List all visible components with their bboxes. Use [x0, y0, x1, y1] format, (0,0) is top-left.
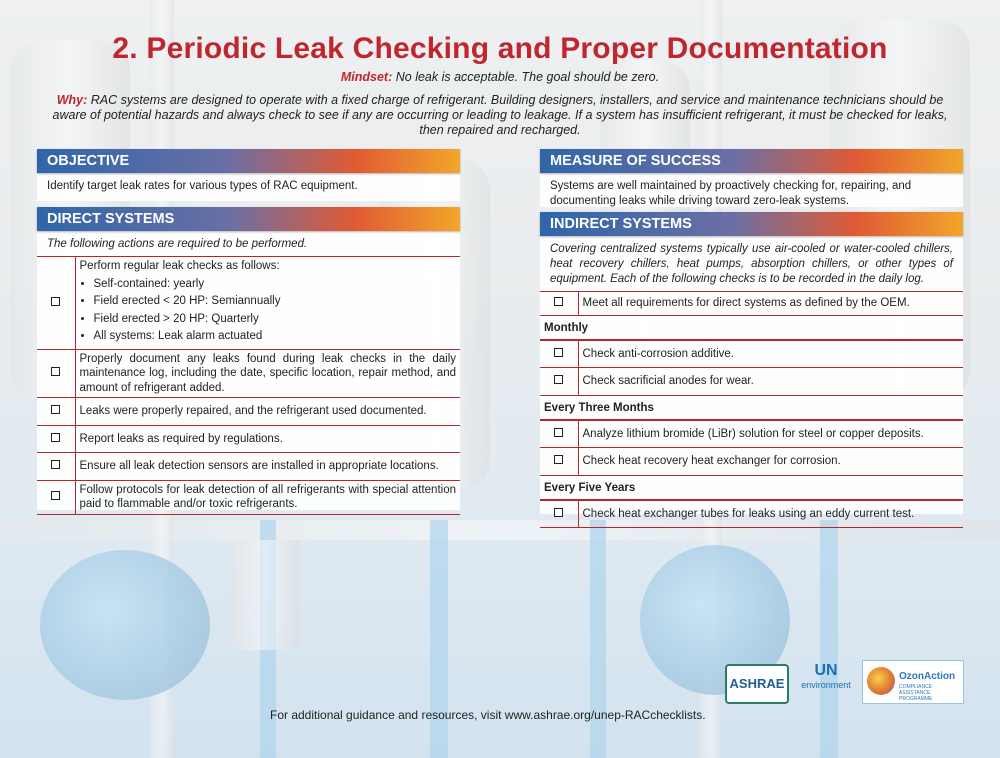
checkbox[interactable] — [554, 508, 563, 517]
checklist-row — [540, 368, 963, 396]
list-item: • Field erected > 20 HP: Quarterly — [94, 312, 457, 327]
checklist-row — [540, 420, 963, 448]
un-logo-subtext: environment — [801, 680, 851, 690]
checklist-text: Properly document any leaks found during leak checks in the daily maintenance log, including the date, specific location, repair method, and amount of refrigerant added. — [75, 349, 460, 398]
checklist-row — [540, 292, 963, 316]
checklist-text: Check anti-corrosion additive. — [578, 340, 963, 368]
checklist-row — [37, 453, 460, 481]
checkbox[interactable] — [51, 491, 60, 500]
checklist-text: Meet all requirements for direct systems as defined by the OEM. — [578, 292, 963, 316]
direct-intro: The following actions are required to be performed. — [47, 238, 308, 250]
checklist-row — [37, 480, 460, 514]
checkbox[interactable] — [554, 428, 563, 437]
checkbox[interactable] — [51, 367, 60, 376]
checklist-text: Analyze lithium bromide (LiBr) solution for steel or copper deposits. — [578, 420, 963, 448]
footer-text: For additional guidance and resources, visit www.ashrae.org/unep-RACchecklists. — [270, 708, 706, 722]
checkbox[interactable] — [51, 460, 60, 469]
checklist-text: Report leaks as required by regulations. — [75, 425, 460, 453]
section-heading-five-years: Every Five Years — [540, 476, 963, 500]
globe-icon — [867, 667, 895, 695]
ozonaction-logo-text: OzonAction — [899, 671, 956, 682]
checklist-text: Ensure all leak detection sensors are installed in appropriate locations. — [75, 453, 460, 481]
why-label: Why: — [56, 93, 88, 107]
list-item: • Field erected < 20 HP: Semiannually — [94, 294, 457, 309]
checkbox[interactable] — [51, 433, 60, 442]
checkbox[interactable] — [554, 297, 563, 306]
checklist-text: Check heat recovery heat exchanger for corrosion. — [578, 448, 963, 476]
section-heading-monthly: Monthly — [540, 316, 963, 340]
checklist-row — [37, 425, 460, 453]
ozonaction-logo-subtext: COMPLIANCE ASSISTANCE PROGRAMME — [899, 684, 933, 702]
checkbox[interactable] — [51, 297, 60, 306]
section-heading-three-months: Every Three Months — [540, 396, 963, 420]
list-item: • Self-contained: yearly — [94, 277, 457, 292]
indirect-checklist-top — [540, 291, 963, 316]
checklist-text: Check heat exchanger tubes for leaks using an eddy current test. — [578, 500, 963, 528]
measure-panel — [540, 149, 963, 207]
measure-heading: MEASURE OF SUCCESS — [540, 149, 963, 173]
ozonaction-logo — [862, 660, 964, 704]
checkbox[interactable] — [51, 405, 60, 414]
why-text: RAC systems are designed to operate with a fixed charge of refrigerant. Building designers, installers, and service and maintenance technicians should be aware of potential hazards and always check to see if any are occurring or leading to leakage. If a system has insufficient refrigerant, it must be checked for leaks, then repaired and recharged. — [52, 93, 948, 137]
objective-text: Identify target leak rates for various types of RAC equipment. — [47, 180, 358, 192]
checklist-row — [37, 349, 460, 398]
direct-systems-panel — [37, 207, 460, 510]
checklist-row — [540, 340, 963, 368]
checklist-row — [540, 448, 963, 476]
checkbox[interactable] — [554, 455, 563, 464]
indirect-heading: INDIRECT SYSTEMS — [540, 212, 963, 236]
checklist-text: Leaks were properly repaired, and the refrigerant used documented. — [75, 398, 460, 426]
un-environment-logo — [800, 662, 852, 706]
checklist-text: Follow protocols for leak detection of all refrigerants with special attention paid to flammable and/or toxic refrigerants. — [75, 480, 460, 514]
objective-panel — [37, 149, 460, 201]
indirect-systems-panel — [540, 212, 963, 520]
leak-check-frequency-list — [94, 277, 457, 344]
indirect-checklist-monthly — [540, 340, 963, 396]
checklist-text: Perform regular leak checks as follows: — [79, 260, 280, 272]
checklist-row — [540, 500, 963, 528]
checklist-row — [37, 257, 460, 350]
mindset-line — [0, 70, 1000, 84]
checklist-text: Check sacrificial anodes for wear. — [578, 368, 963, 396]
checklist-row — [37, 398, 460, 426]
checkbox[interactable] — [554, 348, 563, 357]
checkbox[interactable] — [554, 375, 563, 384]
direct-checklist — [37, 256, 460, 515]
objective-heading: OBJECTIVE — [37, 149, 460, 173]
measure-text: Systems are well maintained by proactively checking for, repairing, and documenting leaks while driving toward zero-leak systems. — [550, 180, 912, 207]
list-item: • All systems: Leak alarm actuated — [94, 329, 457, 344]
mindset-label: Mindset: — [340, 70, 393, 84]
un-logo-text: UN — [814, 662, 838, 679]
ashrae-logo: ASHRAE — [725, 664, 789, 704]
why-paragraph — [45, 93, 955, 138]
direct-heading: DIRECT SYSTEMS — [37, 207, 460, 231]
indirect-intro: Covering centralized systems typically use air-cooled or water-cooled chillers, heat recovery chillers, heat pumps, absorption chillers, or other types of equipment. Each of the following checks is to be recorded in the daily log. — [550, 243, 953, 285]
mindset-text: No leak is acceptable. The goal should be zero. — [395, 70, 660, 84]
page-title: 2. Periodic Leak Checking and Proper Documentation — [112, 32, 888, 65]
indirect-checklist-five-years — [540, 500, 963, 529]
indirect-checklist-three-months — [540, 420, 963, 476]
